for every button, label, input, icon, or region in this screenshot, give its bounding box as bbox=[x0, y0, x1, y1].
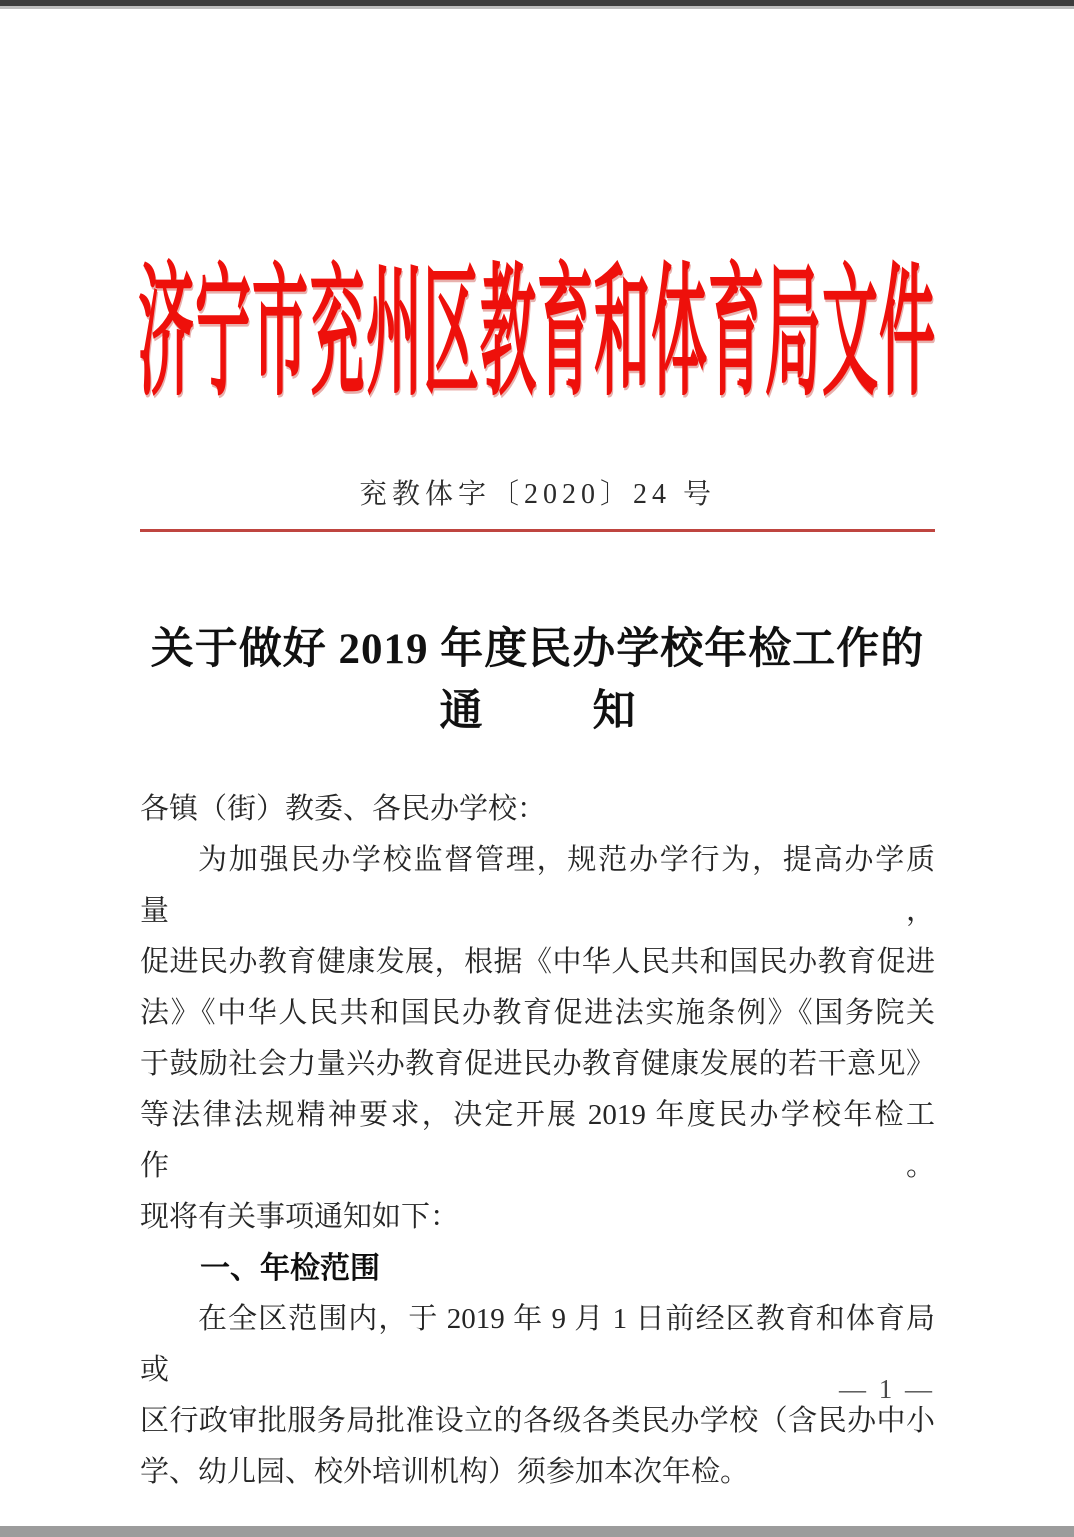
paragraph-line: 于鼓励社会力量兴办教育促进民办教育健康发展的若干意见》 bbox=[140, 1048, 935, 1080]
section-heading-inspection-scope: 一、年检范围 bbox=[200, 1252, 380, 1285]
document-title bbox=[140, 622, 935, 740]
salutation-line: 各镇（街）教委、各民办学校： bbox=[140, 793, 547, 825]
paragraph-line: 促进民办教育健康发展，根据《中华人民共和国民办教育促进 bbox=[140, 946, 935, 978]
scan-edge-top-light bbox=[0, 6, 1074, 9]
red-letterhead bbox=[0, 248, 1074, 415]
paragraph-line: 现将有关事项通知如下： bbox=[140, 1201, 460, 1233]
document-title-line1: 关于做好 2019 年度民办学校年检工作的 bbox=[150, 626, 925, 673]
paragraph-line: 学、幼儿园、校外培训机构）须参加本次年检。 bbox=[140, 1456, 750, 1488]
scan-edge-bottom bbox=[0, 1526, 1074, 1537]
agency-title: 济宁市兖州区教育和体育局文件 bbox=[138, 256, 936, 415]
document-title-line2 bbox=[140, 684, 935, 740]
paragraph-line: 法》《中华人民共和国民办教育促进法实施条例》《国务院关 bbox=[140, 997, 935, 1029]
title-char-tong: 通 bbox=[439, 688, 483, 735]
page-number: — 1 — bbox=[839, 1374, 935, 1404]
title-char-zhi: 知 bbox=[592, 688, 636, 735]
red-separator-line bbox=[140, 529, 935, 532]
document-number: 兖教体字〔2020〕24 号 bbox=[358, 479, 716, 510]
paragraph-line: 在全区范围内，于 2019 年 9 月 1 日前经区教育和体育局或 bbox=[140, 1303, 935, 1386]
paragraph-line: 区行政审批服务局批准设立的各级各类民办学校（含民办中小 bbox=[140, 1405, 935, 1437]
paragraph-line: 等法律法规精神要求，决定开展 2019 年度民办学校年检工作。 bbox=[140, 1099, 935, 1182]
paragraph-line: 为加强民办学校监督管理，规范办学行为，提高办学质量， bbox=[140, 844, 935, 927]
